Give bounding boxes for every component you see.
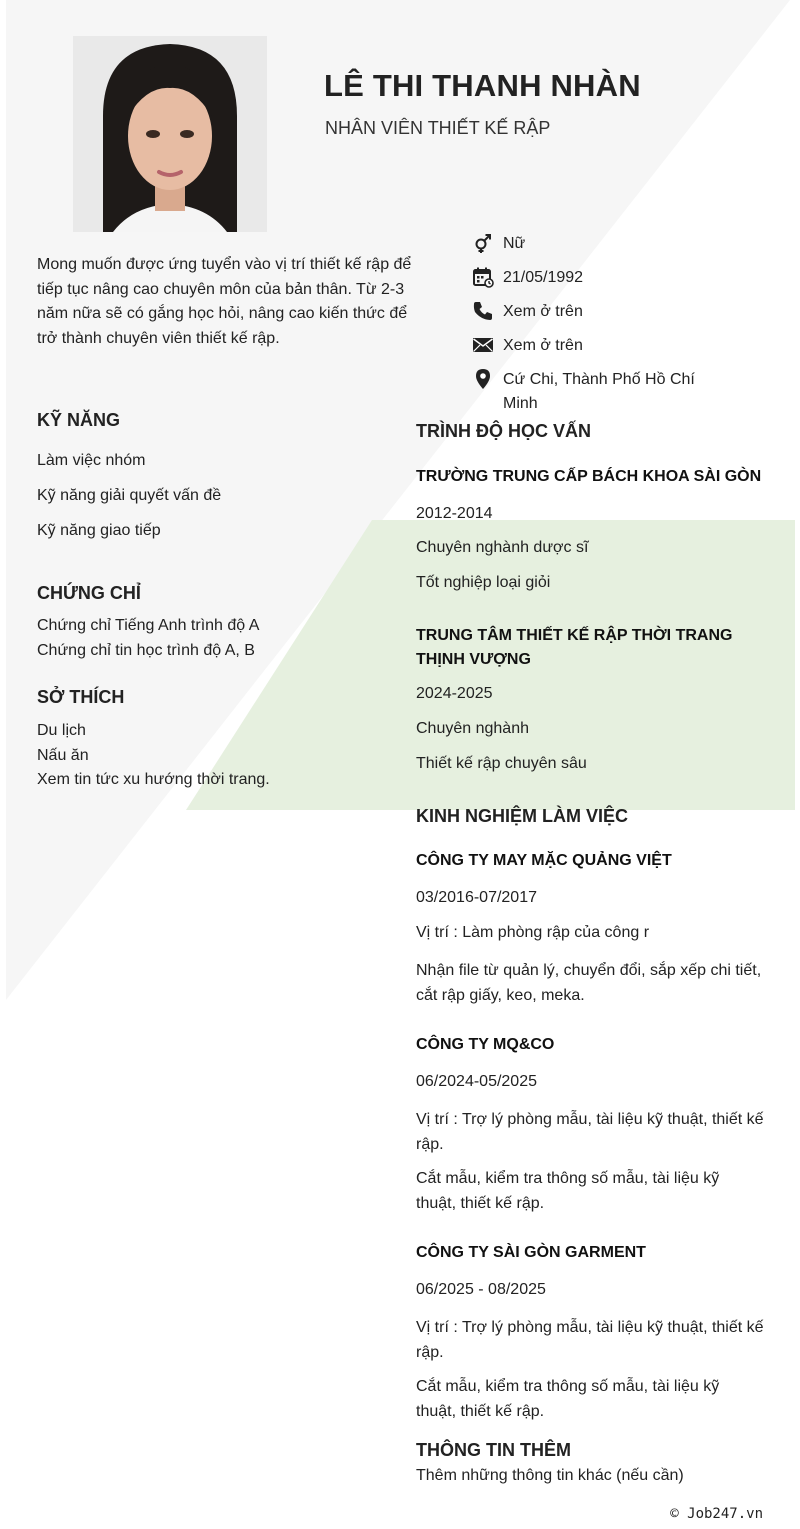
education-major: Chuyên nghành [416, 720, 529, 737]
skills-title: KỸ NĂNG [37, 410, 121, 430]
experience-title: KINH NGHIỆM LÀM VIỆC [416, 806, 629, 826]
education-major: Chuyên nghành dược sĩ [416, 539, 589, 556]
additional-info-text: Thêm những thông tin khác (nếu cần) [416, 1467, 684, 1484]
gender-value: Nữ [503, 235, 526, 252]
education-school: TRƯỜNG TRUNG CẤP BÁCH KHOA SÀI GÒN [416, 468, 762, 485]
experience-description: Cắt mẫu, kiểm tra thông số mẫu, tài liệu kỹ thuật, thiết kế rập. [416, 1378, 720, 1420]
contact-info [472, 232, 712, 426]
education-result: Tốt nghiệp loại giỏi [416, 574, 551, 591]
skill-item: Kỹ năng giải quyết vấn đề [37, 487, 222, 504]
email-icon [472, 334, 494, 356]
hobby-item: Xem tin tức xu hướng thời trang. [37, 771, 270, 788]
contact-address [472, 368, 712, 416]
contact-email [472, 334, 712, 358]
hobbies-title: SỞ THÍCH [37, 687, 125, 707]
contact-phone [472, 300, 712, 324]
experience-position: Vị trí : Trợ lý phòng mẫu, tài liệu kỹ thuật, thiết kế rập. [416, 1111, 764, 1153]
education-result: Thiết kế rập chuyên sâu [416, 755, 587, 772]
address-value: Cứ Chi, Thành Phố Hồ Chí Minh [503, 371, 695, 412]
job-title: NHÂN VIÊN THIẾT KẾ RẬP [325, 118, 551, 138]
birthday-value: 21/05/1992 [503, 269, 584, 286]
location-icon [472, 368, 494, 390]
contact-gender [472, 232, 712, 256]
certificates-title: CHỨNG CHỈ [37, 583, 141, 603]
experience-period: 06/2024-05/2025 [416, 1073, 537, 1090]
education-period: 2012-2014 [416, 505, 493, 522]
experience-description: Nhận file từ quản lý, chuyển đổi, sắp xếp chi tiết, cắt rập giấy, keo, meka. [416, 962, 762, 1004]
skill-item: Làm việc nhóm [37, 452, 146, 469]
education-school: TRUNG TÂM THIẾT KẾ RẬP THỜI TRANG THỊNH VƯỢNG [416, 627, 733, 668]
hobby-item: Du lịch [37, 722, 86, 739]
phone-icon [472, 300, 494, 322]
avatar-illustration [73, 36, 267, 232]
experience-position: Vị trí : Trợ lý phòng mẫu, tài liệu kỹ thuật, thiết kế rập. [416, 1319, 764, 1361]
email-value: Xem ở trên [503, 337, 583, 354]
additional-info-title: THÔNG TIN THÊM [416, 1440, 571, 1460]
contact-birthday [472, 266, 712, 290]
certificate-item: Chứng chỉ Tiếng Anh trình độ A [37, 617, 260, 634]
experience-period: 03/2016-07/2017 [416, 889, 537, 906]
phone-value: Xem ở trên [503, 303, 583, 320]
profile-photo [73, 36, 267, 232]
career-objective: Mong muốn được ứng tuyển vào vị trí thiết kế rập để tiếp tục nâng cao chuyên môn của bản thân. Từ 2-3 năm nữa sẽ có gắng học hỏi, nâng cao kiến thức để trở thành chuyên viên thiết kế rập. [37, 256, 412, 347]
experience-company: CÔNG TY MAY MẶC QUẢNG VIỆT [416, 852, 672, 869]
footer-credit: © Job247.vn [670, 1506, 763, 1522]
gender-icon [472, 232, 494, 254]
experience-company: CÔNG TY MQ&CO [416, 1036, 555, 1053]
skill-item: Kỹ năng giao tiếp [37, 522, 161, 539]
calendar-icon [472, 266, 494, 288]
experience-position: Vị trí : Làm phòng rập của công r [416, 924, 650, 941]
experience-period: 06/2025 - 08/2025 [416, 1281, 546, 1298]
education-title: TRÌNH ĐỘ HỌC VẤN [416, 421, 591, 441]
education-period: 2024-2025 [416, 685, 493, 702]
certificate-item: Chứng chỉ tin học trình độ A, B [37, 642, 255, 659]
hobby-item: Nấu ăn [37, 747, 89, 764]
experience-company: CÔNG TY SÀI GÒN GARMENT [416, 1244, 646, 1261]
candidate-name: LÊ THI THANH NHÀN [324, 68, 641, 103]
experience-description: Cắt mẫu, kiểm tra thông số mẫu, tài liệu kỹ thuật, thiết kế rập. [416, 1170, 720, 1212]
